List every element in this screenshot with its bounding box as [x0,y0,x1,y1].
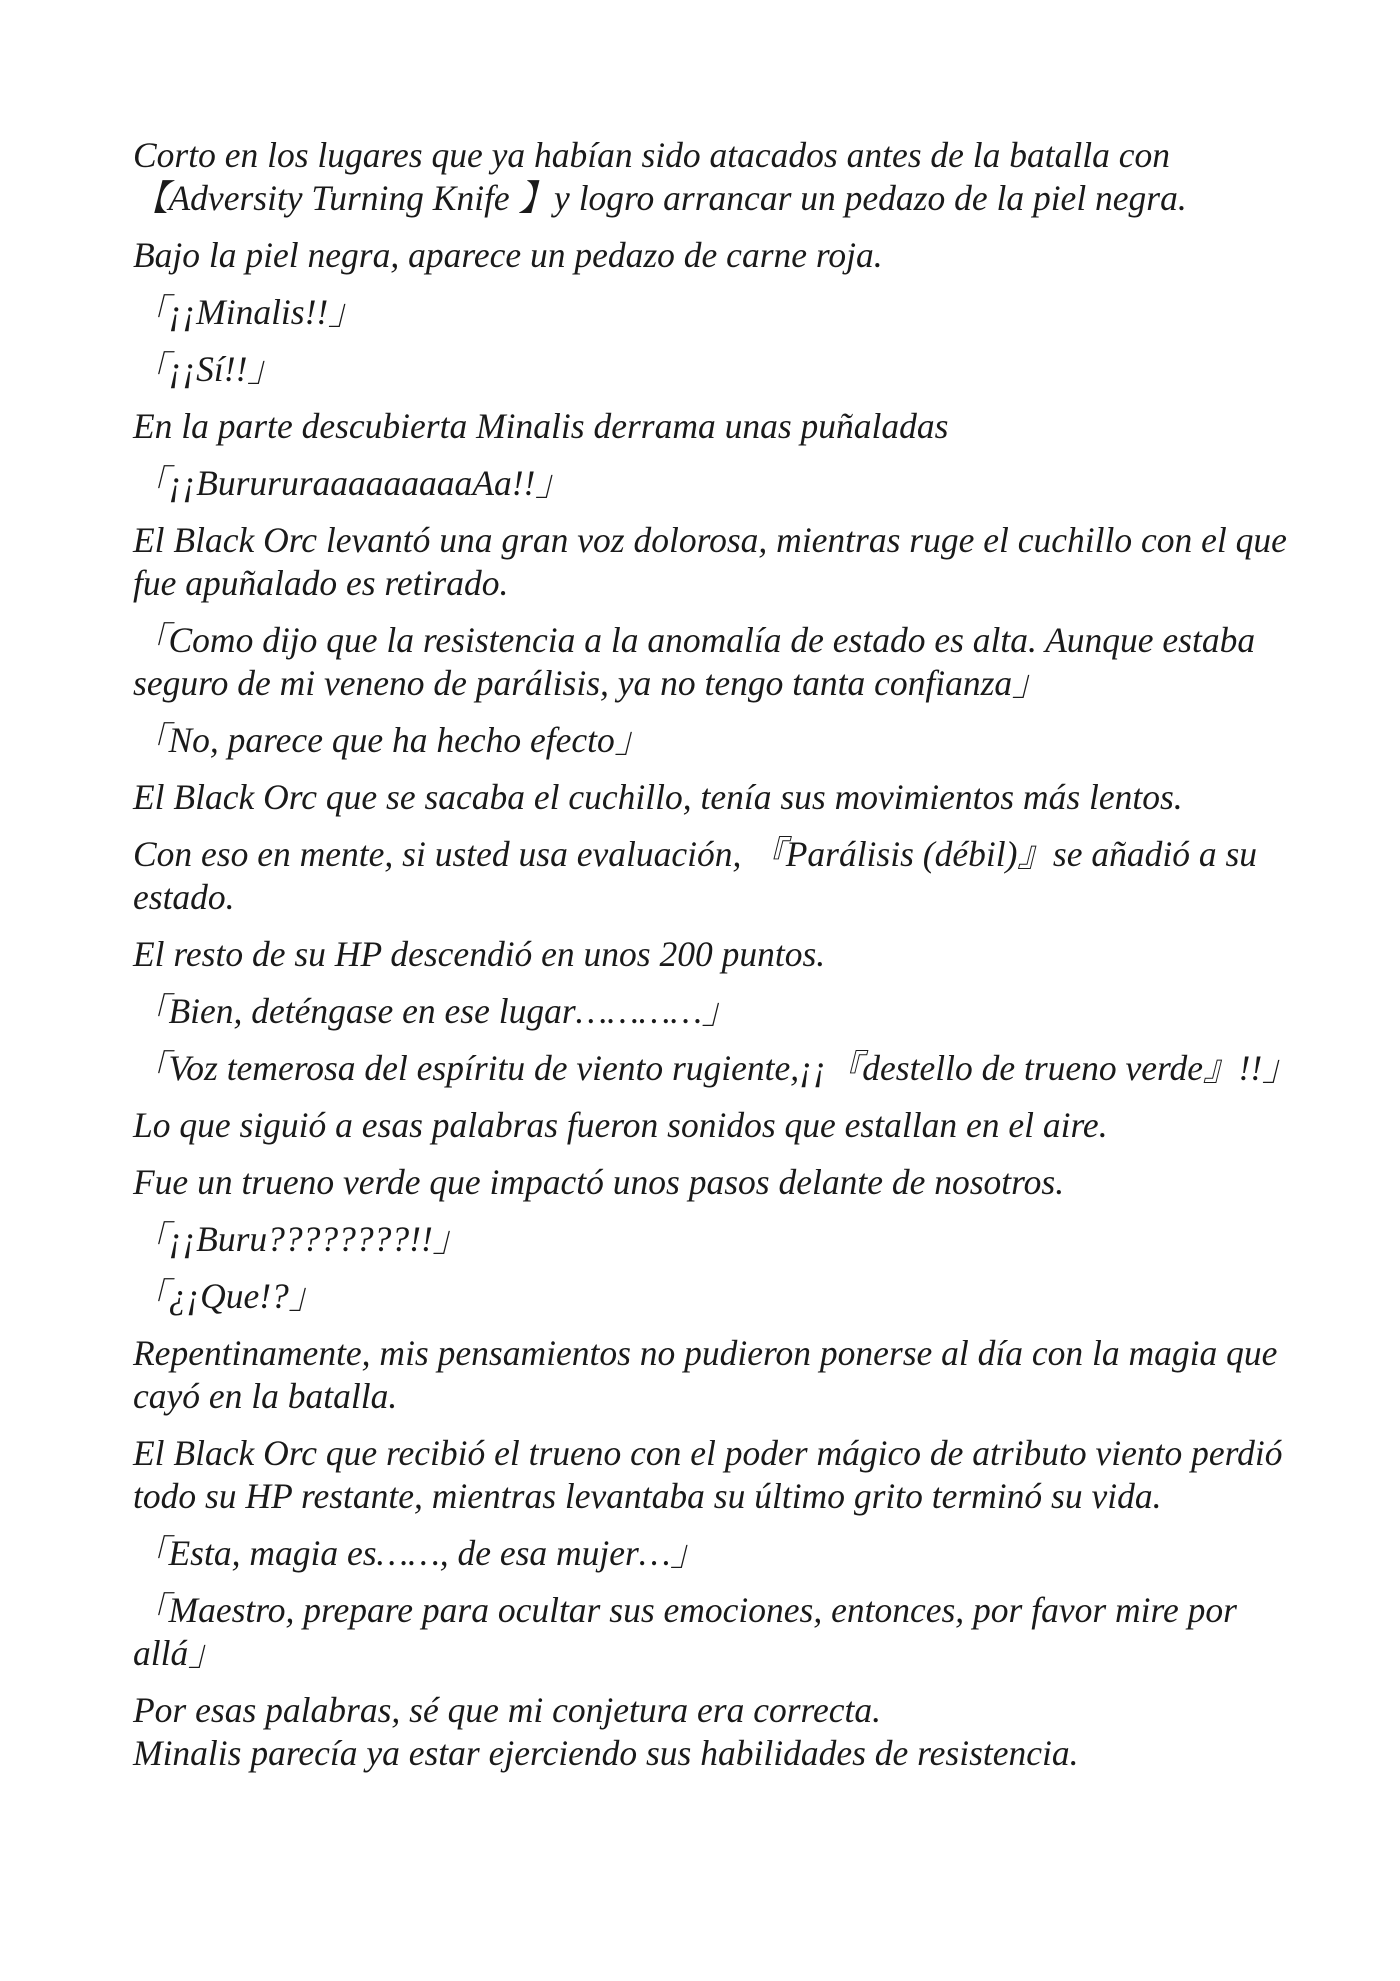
dialogue-line: 「Voz temerosa del espíritu de viento rugiente,¡¡『destello de trueno verde』!!」 [133,1048,1298,1088]
dialogue-line: 「Maestro, prepare para ocultar sus emociones, entonces, por favor mire por allá」 [133,1590,1237,1673]
paragraph: El Black Orc que recibió el trueno con el poder mágico de atributo viento perdió todo su HP restante, mientras levantaba su último grito terminó su vida. [133,1433,1283,1516]
paragraph: El resto de su HP descendió en unos 200 puntos. [133,934,826,974]
paragraph: Bajo la piel negra, aparece un pedazo de carne roja. [133,235,883,275]
document-page [133,134,1298,1789]
dialogue-line: 「Bien, deténgase en ese lugar…………」 [133,991,738,1031]
dialogue-line: 「¡¡Sí!!」 [133,349,283,389]
dialogue-line: 「¡¡Buru????????!!」 [133,1219,469,1259]
paragraph: Repentinamente, mis pensamientos no pudieron ponerse al día con la magia que cayó en la batalla. [133,1333,1278,1416]
paragraph: Corto en los lugares que ya habían sido atacados antes de la batalla con【Adversity Turning Knife 】y logro arrancar un pedazo de la piel negra. [133,135,1187,218]
paragraph: El Black Orc que se sacaba el cuchillo, tenía sus movimientos más lentos. [133,777,1183,817]
dialogue-line: 「Esta, magia es……, de esa mujer…」 [133,1533,706,1573]
paragraph: Por esas palabras, sé que mi conjetura era correcta. [133,1690,882,1730]
dialogue-line: 「Como dijo que la resistencia a la anomalía de estado es alta. Aunque estaba seguro de mi veneno de parálisis, ya no tengo tanta confianza」 [133,620,1256,703]
paragraph: Lo que siguió a esas palabras fueron sonidos que estallan en el aire. [133,1105,1108,1145]
dialogue-line: 「¡¡BurururaaaaaaaaaAa!!」 [133,463,571,503]
paragraph: Con eso en mente, si usted usa evaluación, 『Parálisis (débil)』se añadió a su estado. [133,834,1258,917]
paragraph: En la parte descubierta Minalis derrama unas puñaladas [133,406,949,446]
dialogue-line: 「¿¡Que!?」 [133,1276,325,1316]
paragraph: El Black Orc levantó una gran voz dolorosa, mientras ruge el cuchillo con el que fue apuñalado es retirado. [133,520,1287,603]
dialogue-line: 「No, parece que ha hecho efecto」 [133,720,651,760]
paragraph: Fue un trueno verde que impactó unos pasos delante de nosotros. [133,1162,1065,1202]
dialogue-line: 「¡¡Minalis!!」 [133,292,364,332]
paragraph: Minalis parecía ya estar ejerciendo sus habilidades de resistencia. [133,1733,1079,1773]
